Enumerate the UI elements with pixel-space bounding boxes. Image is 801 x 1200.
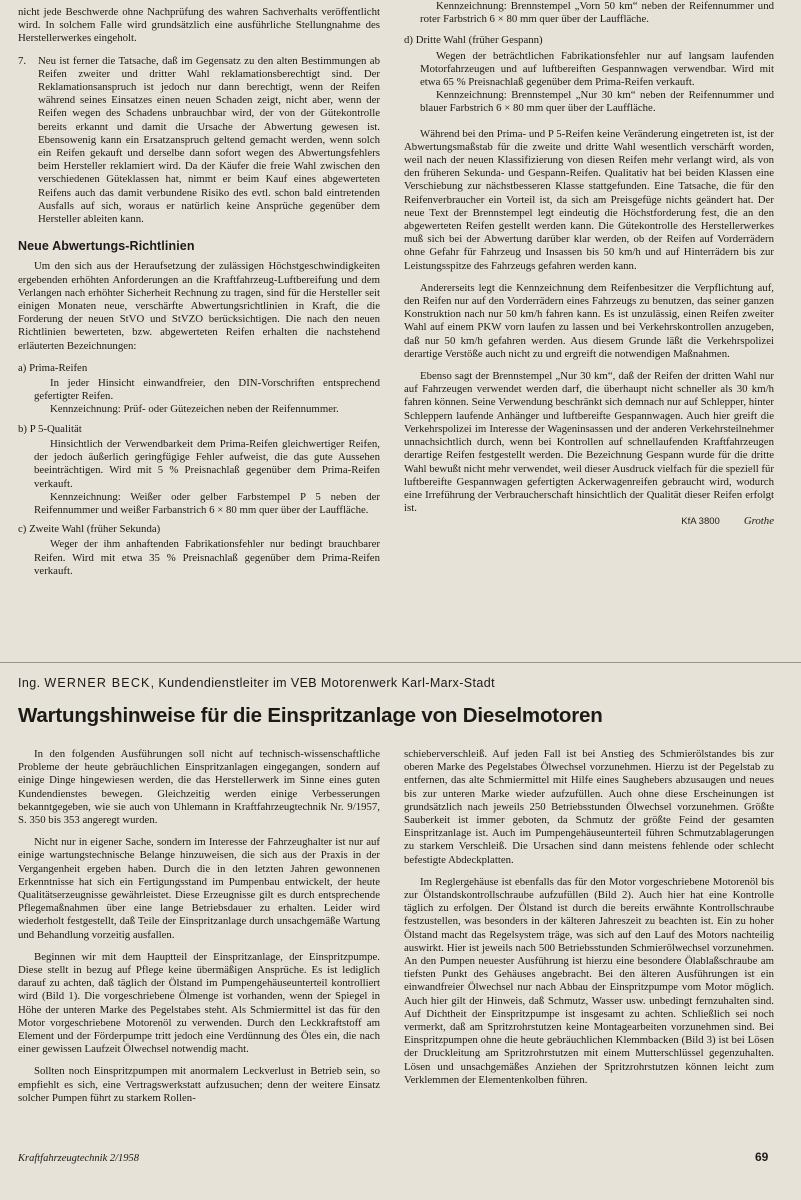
category-text-b: Hinsichtlich der Verwendbarkeit dem Prima-Reifen gleichwertiger Reifen, der jedoch äußerlich geringfügige Fehler aufweist, die das gute Aussehen beeinträchtigen. Wird mit 5 % Preisnachlaß gegenüber dem Prima-Reifen verkauft. — [34, 437, 380, 490]
bottom-right-column — [404, 748, 774, 1096]
category-label-c: c) Zweite Wahl (früher Sekunda) — [18, 523, 161, 536]
section-heading: Neue Abwertungs-Richtlinien — [18, 239, 195, 254]
paragraph: Andererseits legt die Kennzeichnung dem Reifenbesitzer die Verpflichtung auf, den Reifen nur auf den Vorderrädern eines Fahrzeugs zu benutzen, das seiner ganzen Konstruktion nach nur 50 km/h fahren kann. Es ist unzulässig, einen Reifen zweiter Wahl auf einem PKW vorn laufen zu lassen und bei Verkehrskontrollen anzugeben, daß nur 50 km/h gefahren werden. Aus diesem Grunde läßt die Verkehrspolizei derartige Verstöße auch nicht zu und ergreift die notwendigen Maßnahmen. — [404, 281, 774, 360]
top-right-column — [404, 0, 774, 529]
category-marking-a: Kennzeichnung: Prüf- oder Gütezeichen neben der Reifennummer. — [50, 403, 339, 416]
paragraph: schieberverschleiß. Auf jeden Fall ist bei Anstieg des Schmierölstandes bis zur oberen Marke des Pegelstabes Ölwechsel vorzunehmen. Hierzu ist der Pegelstab zu entfernen, das alte Schmiermittel mit Hilfe eines Saughebers abzusaugen und neues bis zur unteren Marke wieder aufzufüllen. Auch ohne diese Erscheinungen ist grundsätzlich nach jeweils 250 Betriebsstunden Ölwechsel vorzunehmen. Größte Sauberkeit ist immer geboten, da Schmutz der größte Feind der gesamten Einspritzanlage ist. Auch im Pumpengehäuseunterteil führen Schmutzablagerungen zu starkem Verschleiß. Die Ursachen sind dann meistens fehlende oder schlecht befestigte Abdeckplatten. — [404, 748, 774, 866]
article-signature — [404, 515, 774, 528]
list-item-7 — [18, 55, 380, 227]
article-code: KfA 3800 — [681, 516, 720, 528]
continued-paragraph: nicht jede Beschwerde ohne Nachprüfung des wahren Sachverhalts veröffentlicht wird. In solchem Falle wird grundsätzlich eine ausführliche Stellungnahme des Herstellerwerkes eingeholt. — [18, 6, 380, 45]
article-title: Wartungshinweise für die Einspritzanlage von Dieselmotoren — [18, 704, 603, 727]
journal-footer: Kraftfahrzeugtechnik 2/1958 — [18, 1153, 140, 1164]
category-marking-d: Kennzeichnung: Brennstempel „Nur 30 km“ neben der Reifennummer und blauer Farbstrich 6 × 80 mm quer über der Lauffläche. — [420, 89, 774, 115]
category-text-c: Weger der ihm anhaftenden Fabrikationsfehler nur bedingt brauchbarer Reifen. Wird mit etwa 35 % Preisnachlaß gegenüber dem Prima-Reifen verkauft. — [34, 538, 380, 577]
article-byline — [18, 676, 495, 690]
category-text-d: Wegen der beträchtlichen Fabrikationsfehler nur auf langsam laufenden Motorfahrzeugen und auf luftbereiften Gespannwagen verwendbar. Wird mit etwa 65 % Preisnachlaß gegenüber dem Prima-Reifen verkauft. — [420, 49, 774, 89]
item-text: Neu ist ferner die Tatsache, daß im Gegensatz zu den alten Bestimmungen ab Reifen zweiter und dritter Wahl reklamationsberechtigt sind. Der Reklamationsanspruch ist jedoch nur dann berechtigt, wenn der Reifen während seines Einsatzes einen neuen Schaden zeigt, nicht aber, wenn der Reifen wegen des Schadens unbrauchbar wird, der von der Gütekontrolle bereits erkannt und damit die Ursache der Abwertung gewesen ist. Ebensowenig kann ein Ersatzanspruch geltend gemacht werden, wenn solch ein Reifen gekauft und derselbe dann sofort wegen des Abwertungsfehlers beim Hersteller reklamiert wird. Da der Käufer die freie Wahl zwischen den verschiedenen Güteklassen hat, nimmt er beim Kauf eines abgewerteten Reifens auch das damit verbundene Risiko des evtl. schon bald eintretenden Ausfalls auf sich, woraus er natürlich keine Ansprüche gegenüber dem Hersteller ableiten kann. — [38, 54, 380, 226]
bottom-left-column — [18, 748, 380, 1114]
paragraph: Um den sich aus der Heraufsetzung der zulässigen Höchstgeschwindigkeiten ergebenden erhöhten Anforderungen an die Kraftfahrzeug-Luftbereifung und dem Verlangen nach erhöhter Sicherheit Rechnung zu tragen, sind für die Hersteller seit einigen Monaten neue, verschärfte Abwertungsrichtlinien in Kraft, die die Forderung der neuen StVO und StVZO berücksichtigen. Die nach den neuen Richtlinien bewerteten, bzw. abgewerteten Reifen erhalten die nachstehend erläuterten Bezeichnungen: — [18, 260, 380, 352]
paragraph: Während bei den Prima- und P 5-Reifen keine Veränderung eingetreten ist, ist der Abwertungsmaßstab für die zweite und dritte Wahl wesentlich verschärft worden, weil nach der neuen Klassifizierung von diesen Reifen mehr verlangt wird, als von den früheren Sekunda- und Gespann-Reifen. Qualitativ hat bei beiden Klassen eine Verschiebung zur nächstbesseren Klasse stattgefunden. Eine Tatsache, die für den Reifenverbraucher ein Vorteil ist, da sich am Preisgefüge nichts geändert hat. Der neue Text der Brennstempel legt eindeutig die Höchstforderung fest, die an den abgewerteten Reifen gestellt werden kann. Die Gütekontrolle des Herstellerwerkes muß sich bei der Abwertung darüber klar werden, ob der Reifen auf Vorderrädern ohne Gefahr für Fahrzeug und Insassen bis 50 km/h und auf Hinterrädern bis zur Leistungsspitze des Fahrzeugs gefahren werden kann. — [404, 127, 774, 272]
paragraph: In den folgenden Ausführungen soll nicht auf technisch-wissenschaftliche Probleme der heute gebräuchlichen Einspritzanlagen eingegangen, sondern auf einige Dinge hingewiesen werden, die das Herstellerwerk im Sinne eines guten Kundendienstes bewegen. Gleichzeitig werden einige Verbesserungen bekanntgegeben, wie sie auch von Uhlemann in Kraftfahrzeugtechnik Nr. 9/1957, S. 350 bis 353 angeregt wurden. — [18, 748, 380, 827]
paragraph: Im Reglergehäuse ist ebenfalls das für den Motor vorgeschriebene Motorenöl bis zur Ölstandskontrollschraube aufzufüllen (Bild 2). Auch hier hat eine Kontrolle täglich zu erfolgen. Der Ölstand ist durch die bereits erwähnte Kontrollschraube festzustellen, was besonders in der kälteren Jahreszeit zu beachten ist. Ein zu hoher Ölstand macht das Regelsystem träge, was sich auf den Lauf des Motors nachteilig auswirkt. Hier ist jeweils nach 500 Betriebsstunden Schmierölwechsel vorzunehmen. An den Pumpen neuester Ausführung ist hierzu eine besondere Ölablaßschraube am tiefsten Punkt des Gehäuses angebracht. Bei den älteren Ausführungen ist ein einwandfreier Ölwechsel nur nach Abbau der Einspritzpumpe vom Motor möglich. Auch hier gilt der Hinweis, daß Schmutz, Wasser usw. unbedingt fernzuhalten sind. Auf Dichtheit der Einspritzpumpe ist insgesamt zu achten. Schließlich sei noch vermerkt, daß am Spritzrohrstutzen keine Montagearbeiten vorzunehmen sind. Bei Einspritzpumpen ohne die heute gebräuchlichen Klemmbacken (Bild 3) ist bei Lösen der Druckleitung am Spritzrohrstutzen mit einem Mutterschlüssel gegenzuhalten. Lösen und unsachgemäßes Anziehen der Spritzrohrstutzen können leicht zum Verklemmen der Elementenkolben führen. — [404, 875, 774, 1086]
category-text-a: In jeder Hinsicht einwandfreier, den DIN-Vorschriften entsprechend gefertigter Reifen. — [34, 377, 380, 403]
byline-author: WERNER BECK — [44, 676, 151, 690]
paragraph: Sollten noch Einspritzpumpen mit anormalem Leckverlust in Betrieb sein, so empfiehlt es sich, eine Vertragswerkstatt aufzusuchen; denn der weitere Einsatz solcher Pumpen führt zu starkem Rollen- — [18, 1065, 380, 1104]
top-left-column — [18, 6, 380, 578]
paragraph: Nicht nur in eigener Sache, sondern im Interesse der Fahrzeughalter ist nur auf einige wartungstechnische Belange hinzuweisen, die sich aus der Praxis in der Vergangenheit ergeben haben. Durch die in den letzten Jahren gewonnenen Erkenntnisse hat sich ein Fertigungsstand im Pumpenbau entwickelt, der heute Qualitätserzeugnisse gewährleistet. Diese Erzeugnisse gilt es durch entsprechende Pflegemaßnahmen über eine lange Betriebsdauer zu erhalten. Leider wird wiederholt festgestellt, daß Teile der Einspritzanlage durch unsachgemäße Wartung und Behandlung vorzeitig ausfallen. — [18, 836, 380, 941]
category-marking-c: Kennzeichnung: Brennstempel „Vorn 50 km“ neben der Reifennummer und roter Farbstrich 6 × 80 mm quer über der Lauffläche. — [420, 0, 774, 26]
paragraph: Beginnen wir mit dem Hauptteil der Einspritzanlage, der Einspritzpumpe. Diese stellt in bezug auf Pflege keine übermäßigen Ansprüche. Es ist lediglich darauf zu achten, daß täglich der Ölstand im Pumpengehäuseunterteil kontrolliert wird (Bild 1). Die vorgeschriebene Ölmenge ist vorhanden, wenn der Spiegel in Höhe der unteren Marke des Pegelstabes steht. Als Schmiermittel ist das für den Motor vorgeschriebene Motorenöl zu verwenden. Durch den Leckkraftstoff am Element und der Förderpumpe tritt jedoch eine Verdünnung des Öles ein, die nach einer gewissen Laufzeit Ölwechsel notwendig macht. — [18, 950, 380, 1056]
category-label-a: a) Prima-Reifen — [18, 361, 88, 374]
category-label-b: b) P 5-Qualität — [18, 422, 82, 435]
author-name: Grothe — [743, 515, 774, 528]
paragraph: Ebenso sagt der Brennstempel „Nur 30 km“, daß der Reifen der dritten Wahl nur auf Fahrzeugen verwendet werden darf, die überhaupt nicht schneller als 30 km/h fahren können. Seine Verwendung beschränkt sich demnach nur auf Schlepper, hinter Schleppern laufende Anhänger und luftbereifte Gespannwagen. Auch hier greift die Verkehrspolizei im Interesse der Wageninsassen und der anderen Verkehrsteilnehmer unnachsichtlich durch, wenn bei Kontrollen auf schnellaufenden Kraftfahrzeugen derartige Reifen festgestellt werden. Die Bezeichnung Gespann wurde für die dritte Wahl bewußt nicht mehr verwendet, weil dieser Ausdruck vielfach für die speziell für luftbereifte Gespannwagen gefertigten Ackerwagenreifen gebraucht wird, wodurch eine Irreführung der Verbraucherschaft hinsichtlich der Qualität dieser Reifen erfolgt ist. — [404, 370, 774, 515]
item-number: 7. — [18, 54, 27, 67]
category-label-d: d) Dritte Wahl (früher Gespann) — [404, 34, 543, 47]
page-number: 69 — [755, 1150, 769, 1164]
section-divider — [0, 662, 801, 663]
category-marking-b: Kennzeichnung: Weißer oder gelber Farbstempel P 5 neben der Reifennummer und weißer Farbanstrich 6 × 80 mm quer über der Lauffläche. — [34, 490, 380, 516]
byline-prefix: Ing. — [18, 676, 45, 690]
byline-role: , Kundendienstleiter im VEB Motorenwerk Karl-Marx-Stadt — [150, 676, 495, 690]
